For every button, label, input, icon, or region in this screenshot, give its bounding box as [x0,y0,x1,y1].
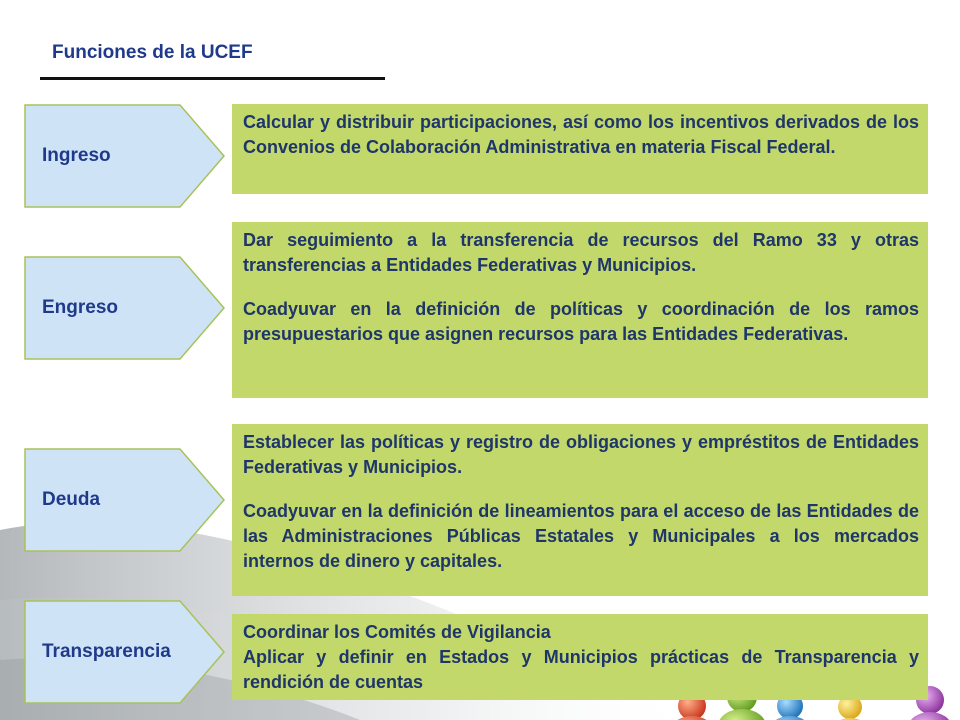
description-text: Establecer las políticas y registro de obligaciones y empréstitos de Entidades Federativas y Municipios. [243,432,919,477]
category-label: Ingreso [42,145,111,166]
category-deuda [24,448,226,552]
title-underline [40,77,385,80]
description-text: Calcular y distribuir participaciones, así como los incentivos derivados de los Convenios de Colaboración Administrativa en materia Fiscal Federal. [243,112,919,157]
category-transparencia [24,600,226,704]
category-label: Transparencia [42,641,171,662]
page-title: Funciones de la UCEF [52,42,253,63]
description-transparencia [232,614,928,700]
category-engreso [24,256,226,360]
category-ingreso [24,104,226,208]
description-ingreso [232,104,928,194]
description-text: Coadyuvar en la definición de lineamientos para el acceso de las Entidades de las Administraciones Públicas Estatales y Municipales a los mercados internos de dinero y capitales. [243,501,919,571]
description-text: Aplicar y definir en Estados y Municipios prácticas de Transparencia y rendición de cuentas [243,647,919,692]
description-engreso [232,222,928,398]
category-label: Engreso [42,297,119,318]
description-text: Dar seguimiento a la transferencia de recursos del Ramo 33 y otras transferencias a Entidades Federativas y Municipios. [243,230,919,275]
category-label: Deuda [42,489,101,510]
description-deuda [232,424,928,596]
description-text: Coadyuvar en la definición de políticas y coordinación de los ramos presupuestarios que asignen recursos para las Entidades Federativas. [243,299,919,344]
description-text: Coordinar los Comités de Vigilancia [243,622,551,642]
